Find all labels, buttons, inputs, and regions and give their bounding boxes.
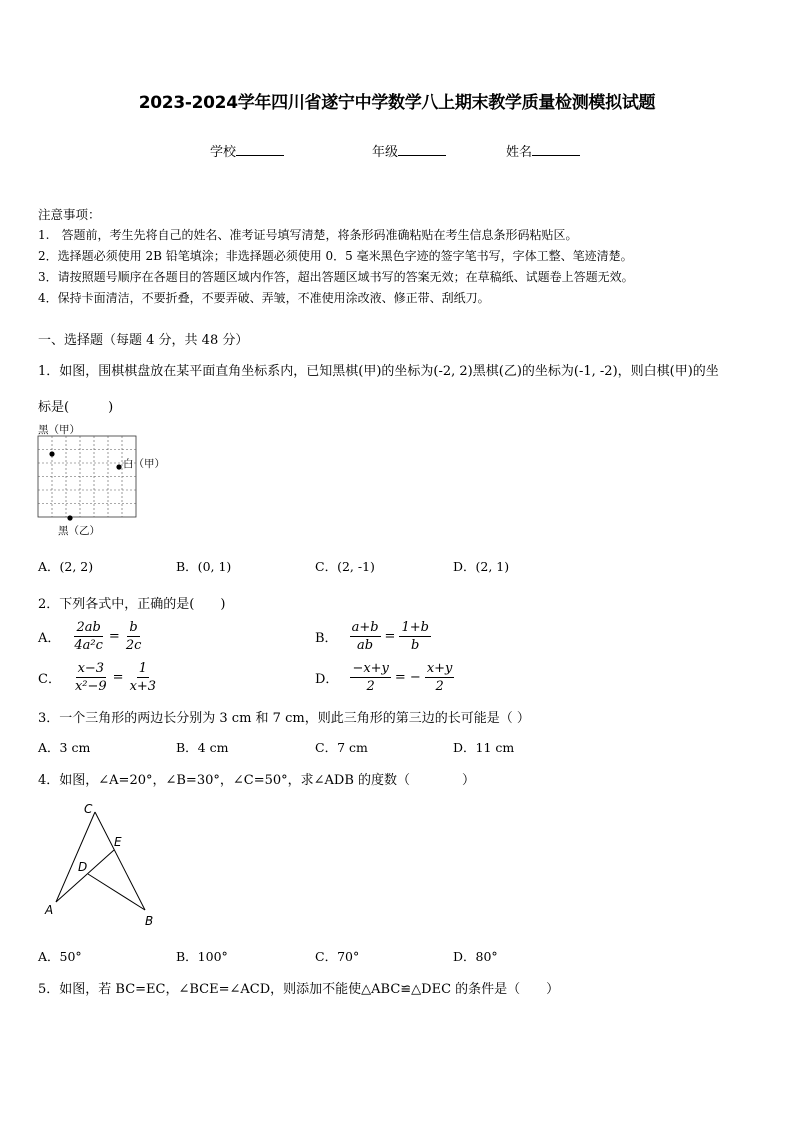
denominator: 4a²c [74, 638, 103, 653]
name-field [506, 141, 580, 160]
q3-stem: 3．一个三角形的两边长分别为 3 cm 和 7 cm，则此三角形的第三边的长可能是（ ） [38, 711, 530, 726]
page-title: 2023-2024学年四川省遂宁中学数学八上期末教学质量检测模拟试题 [138, 93, 656, 113]
point-a-label: A [45, 903, 54, 917]
triangle-figure [36, 798, 166, 932]
denominator: 2 [435, 679, 444, 694]
q1-option-d: D．(2, 1) [453, 559, 510, 574]
q4-option-c: C．70° [315, 949, 360, 964]
q1-stem-line2: 标是( ) [38, 400, 114, 415]
note-item: 1. 答题前，考生先将自己的姓名、准考证号填写清楚，将条形码准确粘贴在考生信息条形码粘贴区。 [38, 228, 578, 242]
section-heading: 一、选择题（每题 4 分，共 48 分） [38, 333, 249, 348]
q1-option-a: A．(2, 2) [38, 559, 94, 574]
q2-a-right-fraction [124, 619, 144, 654]
equals-sign: = [384, 629, 396, 644]
q2-option-a [38, 619, 145, 654]
numerator: x−3 [77, 661, 105, 676]
numerator: 1+b [401, 620, 429, 635]
q4-option-a: A．50° [38, 949, 82, 964]
point-b-label: B [145, 914, 154, 928]
q2-b-right-fraction [399, 619, 431, 654]
grade-field [372, 141, 446, 160]
q4-option-d: D．80° [453, 949, 498, 964]
q2-b-label: B． [315, 631, 338, 646]
notes-heading: 注意事项： [38, 207, 101, 222]
q2-c-label: C． [38, 672, 61, 687]
q4-option-b: B．100° [176, 949, 228, 964]
note-item: 2．选择题必须使用 2B 铅笔填涂；非选择题必须使用 0．5 毫米黑色字迹的签字笔书写，字体工整、笔迹清楚。 [38, 249, 633, 263]
note-item: 3．请按照题号顺序在各题目的答题区域内作答，超出答题区域书写的答案无效；在草稿纸、试题卷上答题无效。 [38, 270, 634, 284]
white-a-label: 白（甲） [123, 458, 165, 470]
denominator: x²−9 [74, 679, 107, 694]
black-a-label: 黑（甲） [38, 424, 80, 436]
white-stone-a [116, 464, 121, 469]
q2-d-right-fraction [425, 660, 455, 695]
q5-stem: 5．如图，若 BC=EC，∠BCE=∠ACD，则添加不能使△ABC≌△DEC 的条件是（ ） [38, 982, 560, 997]
denominator: x+3 [129, 679, 157, 694]
triangle-lines [56, 812, 145, 910]
equals-sign: = [112, 670, 124, 685]
q2-a-label: A． [38, 631, 61, 646]
black-b-label: 黑（乙） [58, 525, 100, 537]
q3-option-d: D．11 cm [453, 740, 515, 755]
board-grid [38, 436, 136, 517]
point-d-label: D [78, 860, 88, 874]
q1-option-b: B．(0, 1) [176, 559, 232, 574]
q1-stem-line1: 1．如图，围棋棋盘放在某平面直角坐标系内，已知黑棋(甲)的坐标为(-2, 2)黑棋(乙)的坐标为(-1, -2)，则白棋(甲)的坐 [38, 364, 719, 379]
school-blank [236, 143, 284, 156]
q3-option-c: C．7 cm [315, 740, 368, 755]
numerator: −x+y [352, 661, 389, 676]
equals-sign: = [108, 629, 120, 644]
q3-option-b: B．4 cm [176, 740, 229, 755]
school-label: 学校 [210, 145, 237, 160]
q2-option-d [315, 660, 456, 695]
q3-option-a: A．3 cm [38, 740, 91, 755]
q2-c-left-fraction [73, 660, 109, 695]
q4-stem: 4．如图，∠A=20°，∠B=30°，∠C=50°，求∠ADB 的度数（ ） [38, 773, 476, 788]
denominator: 2 [366, 679, 375, 694]
equals-minus-sign: = − [394, 670, 421, 685]
black-stone-a [49, 451, 54, 456]
denominator: b [411, 638, 420, 653]
q2-b-left-fraction [350, 619, 381, 654]
numerator: x+y [426, 661, 453, 676]
note-item: 4．保持卡面清洁，不要折叠，不要弄破、弄皱，不准使用涂改液、修正带、刮纸刀。 [38, 291, 490, 305]
numerator: 1 [138, 661, 147, 676]
q2-c-right-fraction [128, 660, 159, 695]
grade-blank [398, 143, 446, 156]
numerator: b [129, 620, 138, 635]
q2-d-left-fraction [350, 660, 390, 695]
point-e-label: E [114, 835, 122, 849]
q2-option-c [38, 660, 160, 695]
denominator: ab [357, 638, 374, 653]
name-blank [532, 143, 580, 156]
name-label: 姓名 [506, 145, 533, 160]
numerator: a+b [351, 620, 379, 635]
black-stone-b [67, 515, 72, 520]
grade-label: 年级 [372, 145, 399, 160]
q2-stem: 2．下列各式中，正确的是( ) [38, 597, 226, 612]
point-c-label: C [84, 802, 93, 816]
q2-a-left-fraction [72, 619, 105, 654]
q2-option-b [315, 619, 433, 654]
denominator: 2c [125, 638, 142, 653]
q1-option-c: C．(2, -1) [315, 559, 375, 574]
numerator: 2ab [76, 620, 101, 635]
school-field [210, 141, 284, 160]
go-board-figure [30, 420, 180, 542]
q2-d-label: D． [315, 672, 339, 687]
